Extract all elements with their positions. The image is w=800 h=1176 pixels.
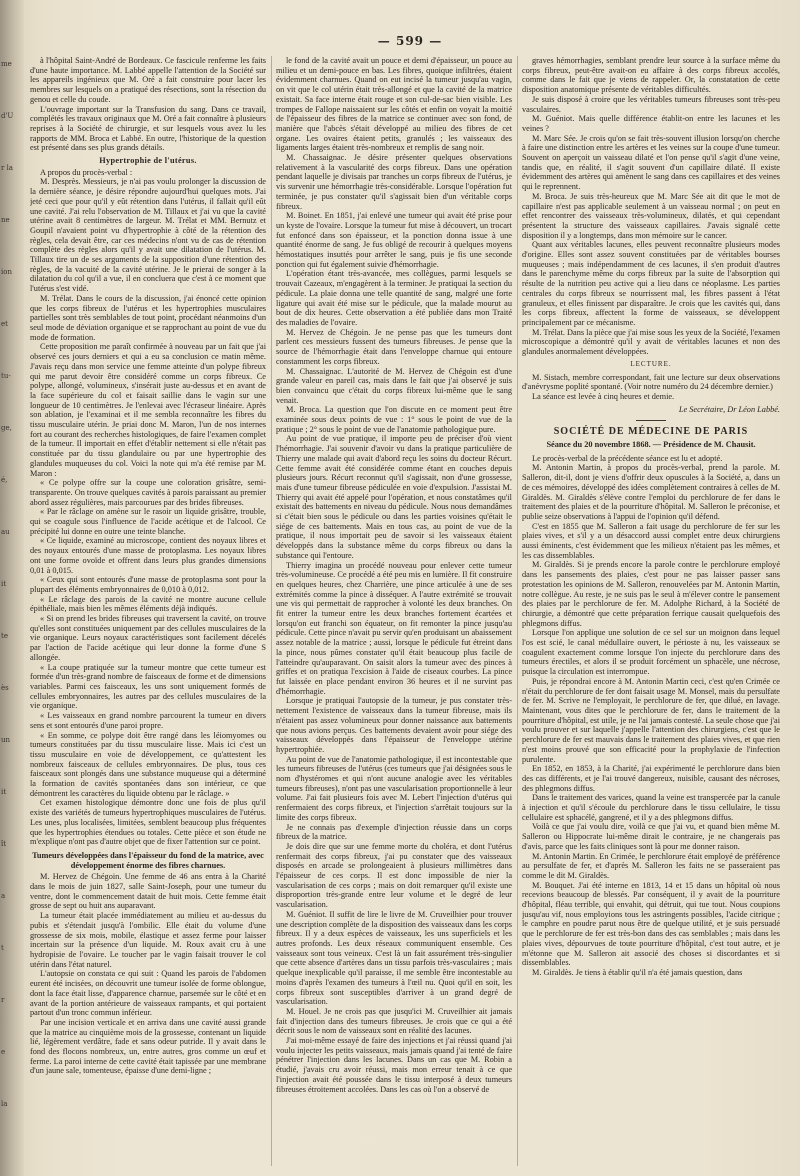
paragraph: L'ouvrage important sur la Transfusion du sang. Dans ce travail, complétés les travaux originaux que M. Oré a fait connaître à plusieurs reprises à la Société de chirurgie, et sur lesquels vous avez lu les rapports de MM. Broca et Labbé. En outre, l'historique de la question est présenté dans ses plus grands détails. — [30, 104, 266, 153]
column-rule-2 — [517, 56, 518, 1166]
gutter-fragment: it — [1, 580, 7, 588]
paragraph: « Si on prend les brides fibreuses qui traversent la cavité, on trouve qu'elles sont constituées uniquement par des cellules musculaires de la vie organique. Leurs noyaux caractéristiques sont facilement décelés par l'action de l'acide acétique qui leur donne la forme d'une S allongée. — [30, 614, 266, 662]
paragraph: M. Desprès. Messieurs, je n'ai pas voulu prolonger la discussion de la dernière séance, je désire répondre aujourd'hui quelques mots. J'ai jeté ceci que pour qu'il y eût rétention dans l'utérus, il fallait qu'il eût une cavité. J'ai relu l'observation de M. Tillaux et j'ai vu que la cavité utérine avait 8 centimètres de largeur. M. Trélat et MM. Bernutz et Goupil n'avaient point vu d'hypertrophie à côté de la rétention des règles, cela devait être, car ces médecins n'ont vu de cas de rétention complète des règles alors qu'il y avait une dilatation de l'utérus. M. Tillaux tire un de ses arguments de la supposition d'une rétention des règles, de la vacuité de la cavité utérine. Je le prierai de songer à la dilatation du col qu'il a vue, il en concluera que c'est à ce moment que l'utérus s'est vidé. — [30, 177, 266, 294]
gutter-fragment: r — [1, 996, 5, 1004]
paragraph: M. Broca. Je suis très-heureux que M. Marc Sée ait dit que le mot de capillaire n'est pas applicable seulement à un vaisseau normal ; on peut en effet rencontrer des vaisseaux très-volumineux, dilatés, et qui cependant présentent la structure des vaisseaux capillaires. J'avais signalé cette disposition il y a longtemps, dans mon mémoire sur le cancer. — [522, 191, 780, 240]
paragraph: M. Giraldès. Je tiens à établir qu'il n'a été jamais question, dans — [532, 967, 743, 977]
paragraph: M. Trélat. Dans le cours de la discussion, j'ai énoncé cette opinion que les corps fibreux de l'utérus et les hypertrophies musculaires partielles sont très semblables de tout point, procédant néanmoins d'un seul mode de déviation organique et se rapprochant au point de vue du mode de formation. — [30, 293, 266, 342]
gutter-fragment: te — [1, 632, 8, 640]
section-heading: Hypertrophie de l'utérus. — [99, 156, 197, 166]
paragraph: graves hémorrhagies, semblant prendre leur source à la surface même du corps fibreux, peut-être avait-on eu affaire à des corps fibreux accolés, comme dans le fait que je viens de rappeler. Or, la constatation de cette disposition anatomique présente de véritables difficultés. — [522, 56, 780, 95]
gutter-fragment: au — [1, 528, 10, 536]
society-title: SOCIÉTÉ DE MÉDECINE DE PARIS — [553, 426, 749, 438]
paragraph: A propos du procès-verbal : — [40, 167, 133, 177]
paragraph: « La coupe pratiquée sur la tumeur montre que cette tumeur est formée d'un très-grand nombre de faisceaux de forme et de dimensions variables. Parmi ces faisceaux, les uns sont uniquement formés de cellules embryonnaires, les autres par des cellules musculaires de la vie organique. — [30, 662, 266, 711]
paragraph: M. Guéniot. Il suffit de lire le livre de M. Cruveilhier pour trouver une description complète de la disposition des vaisseaux dans les corps fibreux. Il y a deux espèces de vaisseaux, les uns superficiels et les autres profonds. Les deux réseaux communiquent ensemble. Ces vaisseaux sont tous veineux. C'est là un fait assurément très-singulier que cette absence d'artères dans un tissu parfois très-vasculaires ; mais quelque inexplicable qu'il paraisse, il me semble être incontestable au moins d'après l'examen des tumeurs à l'œil nu. Quoi qu'il en soit, les corps fibreux sont susceptibles d'arriver à un grand degré de vascularisation. — [276, 909, 512, 1007]
gutter-fragment: et — [1, 320, 8, 328]
paragraph: M. Boinet. En 1851, j'ai enlevé une tumeur qui avait été prise pour un kyste de l'ovaire. Lorsque la tumeur fut mise à découvert, un trocart fut enfoncé dans son épaisseur, et la ponction donna issue à une quantité énorme de sang. Je fus obligé de recourir à quelques moyens hémostatiques insuttés pour arrêter le sang, puis je fis une seconde ponction qui fut également suivie d'hémorrhagie. — [276, 211, 512, 269]
previous-page-gutter — [0, 0, 24, 1176]
paragraph: M. Antonin Martin. En Crimée, le perchlorure était employé de préférence au persulfate de fer, et d'après M. Salleron les faits ne se passeraient pas comme le dit M. Giraldès. — [522, 851, 780, 880]
gutter-fragment: ge, — [1, 424, 12, 432]
paragraph: J'ai moi-même essayé de faire des injections et j'ai réussi quand j'ai voulu injecter les petits vaisseaux, mais jamais quand j'ai tenté de faire pénétrer l'injection dans les lacunes. Dans un cas que M. Robin a étudié, j'avais cru avoir réussi, mais mon erreur tenait à ce que l'injection avait été poussée dans le tissu interposé à deux tumeurs fibreuses étroitement accolées. Dans les cas où l'on a observé de — [276, 1036, 512, 1094]
paragraph: « Les vaisseaux en grand nombre parcourent la tumeur en divers sens et sont entourés d'une paroi propre. — [30, 711, 266, 730]
column-3 — [522, 56, 780, 1166]
paragraph: M. Houel. Je ne crois pas que jusqu'ici M. Cruveilhier ait jamais fait d'injection dans des tumeurs fibreuses. Je crois que ce qui a été décrit sous le nom de vaisseaux sont en réalité des lacunes. — [276, 1006, 512, 1036]
paragraph: M. Guéniot. Mais quelle différence établit-on entre les lacunes et les veines ? — [522, 114, 780, 133]
paragraph: Voilà ce que j'ai voulu dire, voilà ce que j'ai vu, et quand bien même M. Salleron ou Hippocrate lui-même dirait le contraire, je ne changerais pas d'avis, parce que les faits cliniques sont là pour me donner raison. — [522, 822, 780, 851]
paragraph: Je dois dire que sur une femme morte du choléra, et dont l'utérus renfermait des corps fibreux, j'ai pu constater que des vaisseaux disposés en arcade se prolongeaient à plusieurs millimètres dans l'épaisseur de ces corps. Il est donc impossible de nier la vascularisation de ces corps ; mais on doit remarquer qu'il existe une disproportion très-grande entre leur volume et le degré de leur vascularisation. — [276, 841, 512, 910]
paragraph: le fond de la cavité avait un pouce et demi d'épaisseur, un pouce au milieu et un demi-pouce en bas. Les fibres, quoique infiltrées, étaient évidemment charnues. Quand on eut incisé la tumeur jusqu'au vagin, on vit que le col utérin était très-allongé et que la cavité de la matrice existait. Sa face interne était rouge et son cul-de-sac bien visible. Les trompes de Fallope naissaient sur les côtés et enfin on voyait la moitié de l'épaisseur des fibres de la matrice se continuer avec son fond, de manière que l'abcès s'était développé au milieu des fibres de cet organe. Les ovaires étaient petits, granulés ; les vaisseaux des ligaments larges étaient très-nombreux et remplis de sang noir. — [276, 56, 512, 153]
paragraph: M. Sistach, membre correspondant, fait une lecture sur deux observations d'anévrysme poplité spontané. (Voir notre numéro du 24 décembre dernier.) — [522, 372, 780, 392]
paragraph: M. Chassaignac. Je désire présenter quelques observations relativement à la vascularité des corps fibreux. Dans une opération pendant laquelle je divisais par tranches un corps fibreux de l'utérus, je vis survenir une hémorrhagie très-considérable. Lorsque l'opération fut terminée, je pus constater qu'il s'agissait bien d'un véritable corps fibreux. — [276, 153, 512, 211]
gutter-fragment: e — [1, 1048, 6, 1056]
paragraph: M. Hervez de Chégoin. Je ne pense pas que les tumeurs dont parlent ces messieurs fussent des tumeurs fibreuses. Je pense que la source de l'hémorrhagie était dans l'enveloppe charnue qui entoure constamment les corps fibreux. — [276, 327, 512, 366]
paragraph: Thierry imagina un procédé nouveau pour enlever cette tumeur très-volumineuse. Ce procédé a été peu mis en lumière. Il fit construire en quelques heures, chez Charrière, une pince articulée à une de ses extrémités comme la pince à disséquer. A l'autre extrémité se trouvait une vis qui permettait de rapprocher à volonté les deux branches. On fit entrer la tumeur entre les deux branches fortement écartées et lorsqu'on eut franchi son équateur, on fit remonter la pince jusqu'au pédicule. Cette pince n'avait pu servir qu'en produisant un abaissement assez notable de la matrice ; aussi, lorsque le pédicule fut étreint dans la pince, nous pûmes constater qu'il était beaucoup plus facile de l'atteindre qu'auparavant. On saisit alors la tumeur avec des pinces à griffes et on pratiqua l'excision à l'aide de ciseaux courbes. La pince fut laissée en place pendant environ 36 heures et il ne survint pas d'hémorrhagie. — [276, 560, 512, 696]
paragraph: Puis, je répondrai encore à M. Antonin Martin ceci, c'est qu'en Crimée ce n'était du perchlorure de fer dont faisait usage M. Monsel, mais du persulfate de fer. M. Scrive ne l'employait, le perchlorure de fer, que dilué, en lavage. Maintenant, vous dites que le perchlorure de fer, dans le traitement de la pourriture d'hôpital, est utile, je ne l'ai jamais contesté. La seule chose que j'ai voulu prouver et sur laquelle j'appelle l'attention des chirurgiens, c'est que le perchlorure de fer est mauvais dans le traitement des plaies vives, et que rien n'est moins prouvé que son efficacité pour la prophylaxie de l'infection purulente. — [522, 676, 780, 764]
paragraph: M. Bouquet. J'ai été interne en 1813, 14 et 15 dans un hôpital où nous recevions beaucoup de blessés. Par conséquent, il y avait de la pourriture d'hôpital, fléau terrible, qui envahit, qui détruit, qui tue tout. Nous coupions jusqu'au vif, nous employions tous les astringents possibles, l'acide citrique ; le camphre en poudre parut nous être de quelque utilité, et je suis persuadé que le perchlorure de fer est très-bon dans des cas semblables ; mais dans les plaies vives, dépourvues de toute pourriture d'hôpital, c'est tout autre, et je m'étonne que M. Salleron ait associé des choses si discordantes et si dissemblables. — [522, 880, 780, 968]
paragraph: M. Antonin Martin, à propos du procès-verbal, prend la parole. M. Salleron, dit-il, dont je viens d'offrir deux opuscules à la Société, a, dans un de ces mémoires, développé des idées complètement contraires à celles de M. Giraldès. M. Giraldès s'élève contre l'emploi du perchlorure de fer dans le traitement des plaies et de la pourriture d'hôpital. M. Salleron le préconise, et publie seize observations à l'appui de l'opinion qu'il défend. — [522, 463, 780, 521]
paragraph: L'opération étant très-avancée, mes collègues, parmi lesquels se trouvait Cazeaux, m'engagèrent à la terminer. Je pratiquai la section du pédicule. La plaie donna une telle quantité de sang, malgré une forte ligature qui avait été mise sur le pédicule, que la malade mourut au bout de dix heures. Cette observation a été publiée dans mon Traité des maladies de l'ovaire. — [276, 269, 512, 327]
gutter-fragment: t — [1, 944, 4, 952]
paragraph: M. Trélat. Dans la pièce que j'ai mise sous les yeux de la Société, l'examen microscopique a démontré qu'il y avait de véritables lacunes et non des glandules anormalement développées. — [522, 327, 780, 357]
session-line: Séance du 20 novembre 1868. — Présidence de M. Chausit. — [546, 440, 756, 450]
gutter-fragment: d'U — [1, 112, 14, 120]
section-heading: Tumeurs développées dans l'épaisseur du fond de la matrice, avec développement énorme des fibres charnues. — [32, 850, 264, 870]
paragraph: « Ceux qui sont entourés d'une masse de protoplasma sont pour la plupart des éléments embryonnaires de 0,010 à 0,012. — [30, 575, 266, 594]
gutter-fragment: é, — [1, 476, 8, 484]
gutter-fragment: it — [1, 788, 7, 796]
paragraph: Je ne connais pas d'exemple d'injection réussie dans un corps fibreux de la matrice. — [276, 822, 512, 842]
gutter-fragment: me — [1, 60, 12, 68]
paragraph: En 1852, en 1853, à la Charité, j'ai expérimenté le perchlorure dans bien des cas différents, et je l'ai trouvé dangereux, nuisible, causant des nécroses, des phlegmons diffus. — [522, 764, 780, 793]
paragraph: Je suis disposé à croire que les véritables tumeurs fibreuses sont très-peu vasculaires. — [522, 94, 780, 114]
paragraph: « Par le râclage on amène sur le rasoir un liquide grisâtre, trouble, qui se coagule sous l'influence de l'acide acétique et de l'alcool. Ce précipité lui donne en outre une teinte blanche. — [30, 507, 266, 536]
gutter-fragment: ès — [1, 684, 9, 692]
paragraph: Lorsque je pratiquai l'autopsie de la tumeur, je pus constater très-nettement l'existence de vaisseaux dans la tumeur fibreuse, mais ils n'étaient pas assez volumineux pour donner naissance aux battements que nous avions perçus. Ces battements devaient avoir pour siége des vaisseaux développés dans l'épaisseur de l'enveloppe utérine hypertrophiée. — [276, 696, 512, 754]
paragraph: à l'hôpital Saint-André de Bordeaux. Ce fascicule renferme les faits d'une haute importance. M. Labbé appelle l'attention de la Société sur les appareils ingénieux que M. Oré a fait construire pour lacer les membres sur lesquels on a pratiqué des résections, sont la résection du genou et celle du coude. — [30, 56, 266, 104]
gutter-fragment: ît — [1, 840, 7, 848]
section-label: LECTURE. — [630, 359, 672, 368]
paragraph: C'est en 1855 que M. Salleron a fait usage du perchlorure de fer sur les plaies vives, et s'il y a un désaccord aussi complet entre deux chirurgiens aussi éminents, c'est évidemment que les milieux n'étaient pas les mêmes, et les cas dissemblables. — [522, 521, 780, 560]
signature: Le Secrétaire, Dr Léon Labbé. — [678, 404, 780, 414]
separator-rule — [636, 420, 666, 421]
paragraph: L'autopsie on constata ce qui suit : Quand les parois de l'abdomen eurent été incisées, on découvrit une tumeur isolée de forme oblongue, dont la face était lisse, d'apparence charnue, parsemée sur le côté et en avant de la portion antérieure de vaisseaux rampants, et qui portaient partout d'un tronc commun inférieur. — [30, 969, 266, 1018]
paragraph: « Ce polype offre sur la coupe une coloration grisâtre, semi-transparente. On trouve quelques cavités à parois paraissant au premier abord assez régulières, mais parcourues par des brides fibreuses. — [30, 478, 266, 507]
column-rule-1 — [271, 56, 272, 1166]
paragraph: « En somme, ce polype doit être rangé dans les léiomyomes ou tumeurs constituées par du tissu musculaire lisse. Mais ici c'est un tissu musculaire en voie de développement, ce qu'attestent les nombreux faisceaux de cellules embryonnaires. De plus, tous ces faisceaux sont plongés dans une substance muqueuse qui a déterminé la formation de cavités spontanées dans son intérieur, ce que démontrent les caractères du liquide obtenu par le râclage. » — [30, 730, 266, 798]
gutter-fragment: a — [1, 892, 6, 900]
paragraph: Lorsque l'on applique une solution de ce sel sur un moignon dans lequel l'os est scié, le canal médullaire ouvert, le périoste à nu, les vaisseaux se coagulent exactement comme lorsque l'on injecte du perchlorure dans des tumeurs érectiles, et alors il se produit forcément un sphacèle, une nécrose, puisque la circulation est interrompue. — [522, 628, 780, 677]
paragraph: M. Giraldès. Si je prends encore la parole contre le perchlorure employé dans les pansements des plaies, c'est pour ne pas laisser passer sans protestation les opinions de M. Salleron, renouvelées par M. Antonin Martin, notre collègue. Au reste, je ne suis pas le seul à m'élever contre le pansement des plaies par le perchlorure de fer. M. Adolphe Richard, à la Société de chirurgie, a démontré que cette préparation ferrique causait quelquefois des phlegmons diffus. — [522, 560, 780, 628]
paragraph: « Ce liquide, examiné au microscope, contient des noyaux libres et des noyaux entourés d'une masse de protoplasma. Les noyaux libres ont une forme ovoïde et offrent dans leurs plus grandes dimensions 0,01 à 0,015. — [30, 536, 266, 575]
column-2 — [276, 56, 512, 1166]
gutter-fragment: un — [1, 736, 11, 744]
paragraph: Cet examen histologique démontre donc une fois de plus qu'il existe des variétés de tumeurs hypertrophiques musculaires de l'utérus. Les unes, plus localisées, limitées, semblent beaucoup plus fréquentes que les hypertrophies étendues ou totales. Cette pièce et son étude ne m'explique n'ont pas d'autre objet que de fixer l'attention sur ce point. — [30, 798, 266, 847]
paragraph: Au point de vue de l'anatomie pathologique, il est incontestable que les tumeurs fibreuses de l'utérus (ces tumeurs que j'ai désignées sous le nom d'hystéromes et qui n'ont aucune analogie avec les véritables tumeurs fibreuses), n'ont pas une vascularisation proportionnelle à leur volume. J'ai fait plusieurs fois avec M. Lebert l'injection d'utérus qui renfermaient des corps fibreux, et l'injection s'arrêtait toujours sur la limite des corps fibreux. — [276, 754, 512, 822]
paragraph: M. Chassaignac. L'autorité de M. Hervez de Chégoin est d'une grande valeur en pareil cas, mais dans le fait que j'ai observé je suis bien convaincu que c'était du corps fibreux lui-même que le sang venait. — [276, 366, 512, 405]
paragraph: Quant aux véritables lacunes, elles peuvent reconnaître plusieurs modes d'origine. Elles sont assez souvent constituées par de véritables bourses muqueuses ; mais indépendamment de ces lacunes, il s'en produit d'autres dans le parenchyme même du corps fibreux par la suite de l'absorption qui résulte de la nutrition peu active qui a lieu dans ce néoplasme. Les parties centrales du corps fibreux se nourrissent mal, les fibres passent à l'état granuleux, et elles finissent par disparaître. Je crois que les cavités qui, dans les corps fibreux, affectent la forme de vaisseaux, se développent principalement par ce mécanisme. — [522, 240, 780, 327]
paragraph: Cette proposition me paraît confirmée à nouveau par un fait que j'ai observé ces jours derniers et qui a eu sa conclusion ce matin même. J'avais reçu dans mon service une femme atteinte d'un polype fibreux qui me parut devoir être considéré comme un corps fibreux. Ce polype, allongé, volumineux, s'insérait juste au-dessus et en avant de la face supérieure du col et faisait saillie dans le vagin sur une longueur de 10 centimètres. Je l'enlevai avec l'écraseur linéaire. Après son ablation, je l'examinai et il me sembla reconnaître les fibres du tissu musculaire utérin. Je priai donc M. Maron, l'un de nos internes fort au courant des recherches histologiques, de faire l'examen complet de la tumeur. Il importait en effet d'établir nettement si elle n'était pas constituée par du tissu glandulaire ou par une hypertrophie des glandules muqueuses du col. Voici la note qui m'a été remise par M. Maron : — [30, 342, 266, 478]
paragraph: Le procès-verbal de la précédente séance est lu et adopté. — [532, 453, 723, 463]
page-number: — 599 — — [377, 34, 443, 48]
paragraph: Dans le traitement des varices, quand la veine est transpercée par la canule à injection et qu'il s'écoule du perchlorure dans le tissu cellulaire, le tissu cellulaire est sphacélé, gangrené, et il y a des phlegmons diffus. — [522, 793, 780, 822]
paragraph: Au point de vue pratique, il importe peu de préciser d'où vient l'hémorrhagie. J'ai souvenir d'avoir vu dans la pratique particulière de Thierry une malade qui avait d'abord reçu les soins du docteur Récurt. Cette femme avait été considérée comme étant en couches depuis plusieurs jours. Récurt reconnut qu'il s'agissait, non d'une grossesse, mais d'une tumeur fibreuse pédiculée en voie d'expulsion. J'assistai M. Thierry qui avait été appelé pour l'opération, et nous constatâmes qu'il existait des battements en niveau du pédicule. Nous nous demandâmes si c'était bien sous le pédicule ou dans les parties voisines qu'était le siége de ces battements. Mais en tous cas, au point de vue de la pratique, il nous importait peu de savoir si les vaisseaux étaient développés dans la substance même du corps fibreux ou dans la substance qui l'entoure. — [276, 434, 512, 560]
paragraph: « Le râclage des parois de la cavité ne montre aucune cellule épithéliale, mais bien les mêmes éléments déjà indiqués. — [30, 594, 266, 614]
paragraph: La séance est levée à cinq heures et demie. — [532, 391, 675, 401]
gutter-fragment: ne — [1, 216, 10, 224]
paragraph: M. Marc Sée. Je crois qu'on se fait très-souvent illusion lorsqu'on cherche à faire une distinction entre les artères et les veines sur la coupe d'une tumeur. Souvent on aperçoit un vaisseau dilaté et l'on pense qu'il s'agit d'une veine, tandis que, en réalité, il s'agit souvent d'un capillaire dilaté. Il existe évidemment des artères qui amènent le sang dans ces capillaires et des veines qui le reprennent. — [522, 133, 780, 192]
gutter-fragment: ion — [1, 268, 12, 276]
column-1 — [30, 56, 266, 1166]
gutter-fragment: la — [1, 1100, 8, 1108]
gutter-fragment: r la — [1, 164, 13, 172]
paragraph: La tumeur était placée immédiatement au milieu et au-dessus du pubis et s'étendait jusqu'à l'ombilic. Elle était du volume d'une grossesse de six mois, mobile, élastique et assez ferme pour laisser incertain sur la présence d'un liquide. M. Roux avait cru à une hydropisie de l'ovaire. Le toucher par le vagin faisait trouver le col utérin dans l'état naturel. — [30, 911, 266, 969]
paragraph: Par une incision verticale et en arriva dans une cavité aussi grande que la matrice au cinquième mois de la grossesse, contenant un liquide lié, légèrement verdâtre, fade et sans odeur putride. Il y avait dans le fond des flocons nombreux, un, entre autres, gros comme un œuf et ferme. La paroi interne de cette cavité était tapissée par une membrane d'un jaune sale, tomenteuse, épaisse d'une demi-ligne ; — [30, 1017, 266, 1076]
paragraph: M. Broca. La question que l'on discute en ce moment peut être examinée sous deux points de vue : 1° sous le point de vue de la pratique ; 2° sous le point de vue de l'anatomie pathologique pure. — [276, 405, 512, 434]
paragraph: M. Hervez de Chégoin. Une femme de 46 ans entra à la Charité dans le mois de juin 1827, salle Saint-Joseph, pour une tumeur du ventre, dont le commencement datait de huit mois. Cette femme était grosse de sept ou huit ans auparavant. — [30, 872, 266, 911]
gutter-fragment: tu- — [1, 372, 11, 380]
page-header — [30, 34, 790, 48]
